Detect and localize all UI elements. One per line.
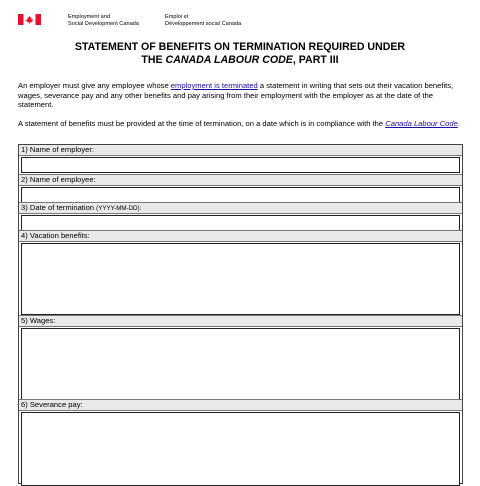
vacation-benefits-input[interactable]	[21, 243, 460, 315]
termination-date-field	[19, 202, 462, 231]
termination-date-label	[19, 202, 462, 214]
intro-p2-text-after: .	[457, 119, 460, 128]
department-name-english	[68, 14, 158, 28]
canada-flag-icon	[18, 14, 41, 25]
termination-date-format-hint: (YYYY-MM-DD):	[96, 205, 142, 212]
benefits-form	[18, 144, 463, 484]
page-header	[18, 12, 468, 32]
department-name-english-line2: Social Development Canada	[68, 21, 139, 27]
title-line2-prefix: THE	[141, 54, 166, 66]
department-name-french-line2: Développement social Canada	[165, 21, 242, 27]
page-title	[40, 41, 440, 67]
employee-name-input[interactable]	[21, 187, 460, 203]
intro-paragraph-1	[18, 81, 464, 110]
wages-field	[19, 315, 462, 400]
termination-date-input[interactable]	[21, 215, 460, 231]
department-name-french-line1: Emploi et	[165, 14, 189, 20]
department-name-english-line1: Employment and	[68, 14, 110, 20]
intro-p1-text-before: An employer must give any employee whose	[18, 81, 171, 90]
wages-label: 5) Wages:	[19, 315, 462, 327]
intro-p2-text-before: A statement of benefits must be provided at the time of termination, on a date which is in compliance with the	[18, 119, 386, 128]
title-code-name: CANADA LABOUR CODE	[165, 54, 293, 66]
vacation-benefits-label: 4) Vacation benefits:	[19, 230, 462, 242]
employer-name-input[interactable]	[21, 157, 460, 173]
title-line1: STATEMENT OF BENEFITS ON TERMINATION REQUIRED UNDER	[74, 41, 406, 53]
employment-terminated-link[interactable]: employment is terminated	[170, 81, 258, 90]
severance-pay-input[interactable]	[21, 412, 460, 486]
severance-pay-field	[19, 399, 462, 486]
intro-paragraph-2	[18, 119, 464, 129]
title-line2-suffix: , PART III	[292, 54, 339, 66]
vacation-benefits-field	[19, 230, 462, 315]
termination-date-label-text: 3) Date of termination	[21, 203, 97, 212]
title-line2	[40, 54, 440, 67]
employee-name-field	[19, 174, 462, 203]
employee-name-label: 2) Name of employee:	[19, 174, 462, 186]
wages-input[interactable]	[21, 328, 460, 400]
canada-labour-code-link[interactable]: Canada Labour Code	[385, 119, 458, 128]
intro-p1-text-after: a statement in writing that sets out their vacation benefits, wages, severance pay and any other benefits and pay arising from their employment with the employer as at the date of the statement.	[18, 81, 454, 110]
department-name-french	[165, 14, 265, 28]
employer-name-label: 1) Name of employer:	[19, 145, 462, 156]
severance-pay-label: 6) Severance pay:	[19, 399, 462, 411]
employer-name-field	[19, 145, 462, 173]
